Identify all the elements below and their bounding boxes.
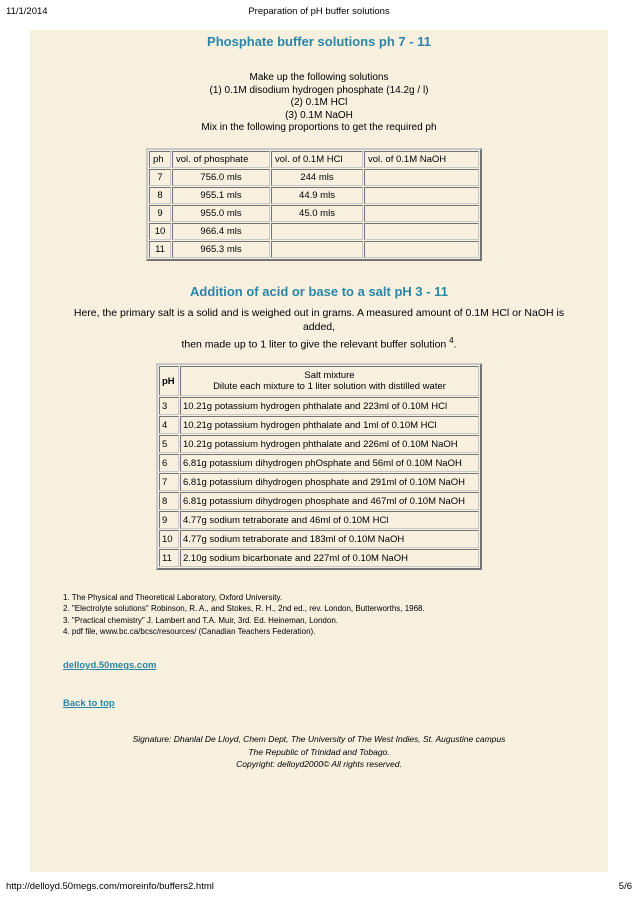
table-cell bbox=[271, 241, 363, 258]
intro-line: (3) 0.1M NaOH bbox=[285, 109, 353, 121]
table-header-cell: vol. of 0.1M HCl bbox=[271, 151, 363, 168]
back-to-top-link[interactable]: Back to top bbox=[63, 698, 115, 709]
table-cell: 756.0 mls bbox=[172, 169, 270, 186]
table-cell: 6.81g potassium dihydrogen phosphate and 291ml of 0.10M NaOH bbox=[180, 473, 479, 491]
salt-mixture-table bbox=[156, 363, 482, 570]
table-cell bbox=[364, 187, 479, 204]
table-header-cell bbox=[180, 366, 479, 396]
intro-text: then made up to 1 liter to give the relevant buffer solution bbox=[181, 338, 450, 351]
table-row bbox=[149, 187, 479, 204]
signature-block bbox=[30, 733, 608, 771]
table-cell bbox=[271, 223, 363, 240]
table-header-cell: vol. of 0.1M NaOH bbox=[364, 151, 479, 168]
reference-item: 3. "Practical chemistry" J. Lambert and T.A. Muir, 3rd. Ed. Heineman, London. bbox=[63, 615, 338, 625]
table-cell: 3 bbox=[159, 397, 179, 415]
reference-item: 4. pdf file, www.bc.ca/bcsc/resources/ (Canadian Teachers Federation). bbox=[63, 627, 316, 637]
signature-line: Signature: Dhanlal De Lloyd, Chem Dept, The University of The West Indies, St. Augustine campus bbox=[132, 734, 506, 744]
table-row bbox=[159, 397, 479, 415]
header-line: Salt mixture bbox=[304, 370, 355, 381]
table-cell: 9 bbox=[149, 205, 171, 222]
table-cell: 45.0 mls bbox=[271, 205, 363, 222]
header-line: Dilute each mixture to 1 liter solution with distilled water bbox=[213, 381, 446, 392]
table-cell bbox=[364, 223, 479, 240]
table-cell bbox=[364, 205, 479, 222]
intro-line: Here, the primary salt is a solid and is weighed out in grams. A measured amount of 0.1M HCl or NaOH is bbox=[73, 307, 565, 319]
section2-intro bbox=[30, 306, 608, 352]
table-row bbox=[159, 530, 479, 548]
intro-line: (2) 0.1M HCl bbox=[290, 97, 348, 109]
intro-line: added, bbox=[302, 321, 336, 333]
intro-line: Make up the following solutions bbox=[249, 72, 389, 83]
table-row bbox=[159, 435, 479, 453]
table-row bbox=[159, 416, 479, 434]
content-panel bbox=[30, 30, 608, 872]
table-header-row bbox=[149, 151, 479, 168]
phosphate-table bbox=[146, 148, 482, 261]
intro-period: . bbox=[453, 338, 457, 351]
table-header-row bbox=[159, 366, 479, 396]
print-header bbox=[0, 0, 638, 22]
page-number: 5/6 bbox=[618, 881, 632, 892]
table-header-cell: ph bbox=[149, 151, 171, 168]
table-cell: 244 mls bbox=[271, 169, 363, 186]
table-cell: 5 bbox=[159, 435, 179, 453]
print-date: 11/1/2014 bbox=[6, 6, 48, 17]
table-cell: 966.4 mls bbox=[172, 223, 270, 240]
table-cell: 965.3 mls bbox=[172, 241, 270, 258]
references-list bbox=[63, 592, 425, 638]
table-row bbox=[159, 492, 479, 510]
section1-intro bbox=[30, 72, 608, 135]
table-cell: 10.21g potassium hydrogen phthalate and 223ml of 0.10M HCl bbox=[180, 397, 479, 415]
print-title: Preparation of pH buffer solutions bbox=[248, 6, 390, 17]
table-cell bbox=[364, 169, 479, 186]
section2-title: Addition of acid or base to a salt pH 3 - 11 bbox=[190, 284, 448, 299]
table-cell: 9 bbox=[159, 511, 179, 529]
site-link[interactable]: delloyd.50megs.com bbox=[63, 660, 157, 671]
table-cell: 8 bbox=[149, 187, 171, 204]
table-cell: 10 bbox=[159, 530, 179, 548]
table-cell: 6.81g potassium dihydrogen phosphate and 467ml of 0.10M NaOH bbox=[180, 492, 479, 510]
table-row bbox=[159, 454, 479, 472]
table-header-cell: pH bbox=[159, 366, 179, 396]
signature-line: The Republic of Trinidad and Tobago. bbox=[248, 746, 390, 757]
table-row bbox=[159, 511, 479, 529]
table-cell: 44.9 mls bbox=[271, 187, 363, 204]
table-row bbox=[159, 549, 479, 567]
table-cell: 4 bbox=[159, 416, 179, 434]
table-cell: 11 bbox=[149, 241, 171, 258]
table-cell: 10 bbox=[149, 223, 171, 240]
table-row bbox=[149, 223, 479, 240]
table-header-cell: vol. of phosphate bbox=[172, 151, 270, 168]
intro-line bbox=[30, 334, 608, 352]
table-cell: 7 bbox=[149, 169, 171, 186]
table-cell: 6 bbox=[159, 454, 179, 472]
table-cell bbox=[364, 241, 479, 258]
table-cell: 11 bbox=[159, 549, 179, 567]
section1-title: Phosphate buffer solutions ph 7 - 11 bbox=[207, 34, 431, 49]
table-cell: 4.77g sodium tetraborate and 46ml of 0.10M HCl bbox=[180, 511, 479, 529]
table-cell: 2.10g sodium bicarbonate and 227ml of 0.10M NaOH bbox=[180, 549, 479, 567]
reference-item: 2. "Electrolyte solutions" Robinson, R. A., and Stokes, R. H., 2nd ed., rev. London, Butterworths, 1968. bbox=[63, 604, 425, 614]
reference-item: 1. The Physical and Theoretical Laboratory, Oxford University. bbox=[63, 593, 283, 602]
table-cell: 6.81g potassium dihydrogen phOsphate and 56ml of 0.10M NaOH bbox=[180, 454, 479, 472]
table-cell: 955.0 mls bbox=[172, 205, 270, 222]
page-url: http://delloyd.50megs.com/moreinfo/buffers2.html bbox=[6, 881, 214, 892]
signature-line: Copyright: delloyd2000© All rights reserved. bbox=[236, 759, 402, 769]
intro-line: (1) 0.1M disodium hydrogen phosphate (14.2g / l) bbox=[209, 84, 429, 96]
reference-superscript: 4 bbox=[449, 336, 454, 345]
table-cell: 4.77g sodium tetraborate and 183ml of 0.10M NaOH bbox=[180, 530, 479, 548]
table-row bbox=[149, 241, 479, 258]
table-cell: 10.21g potassium hydrogen phthalate and 226ml of 0.10M NaOH bbox=[180, 435, 479, 453]
table-cell: 10.21g potassium hydrogen phthalate and 1ml of 0.10M HCl bbox=[180, 416, 479, 434]
table-row bbox=[149, 205, 479, 222]
table-row bbox=[149, 169, 479, 186]
table-cell: 955.1 mls bbox=[172, 187, 270, 204]
intro-line: Mix in the following proportions to get the required ph bbox=[201, 122, 437, 134]
table-cell: 7 bbox=[159, 473, 179, 491]
table-cell: 8 bbox=[159, 492, 179, 510]
table-row bbox=[159, 473, 479, 491]
